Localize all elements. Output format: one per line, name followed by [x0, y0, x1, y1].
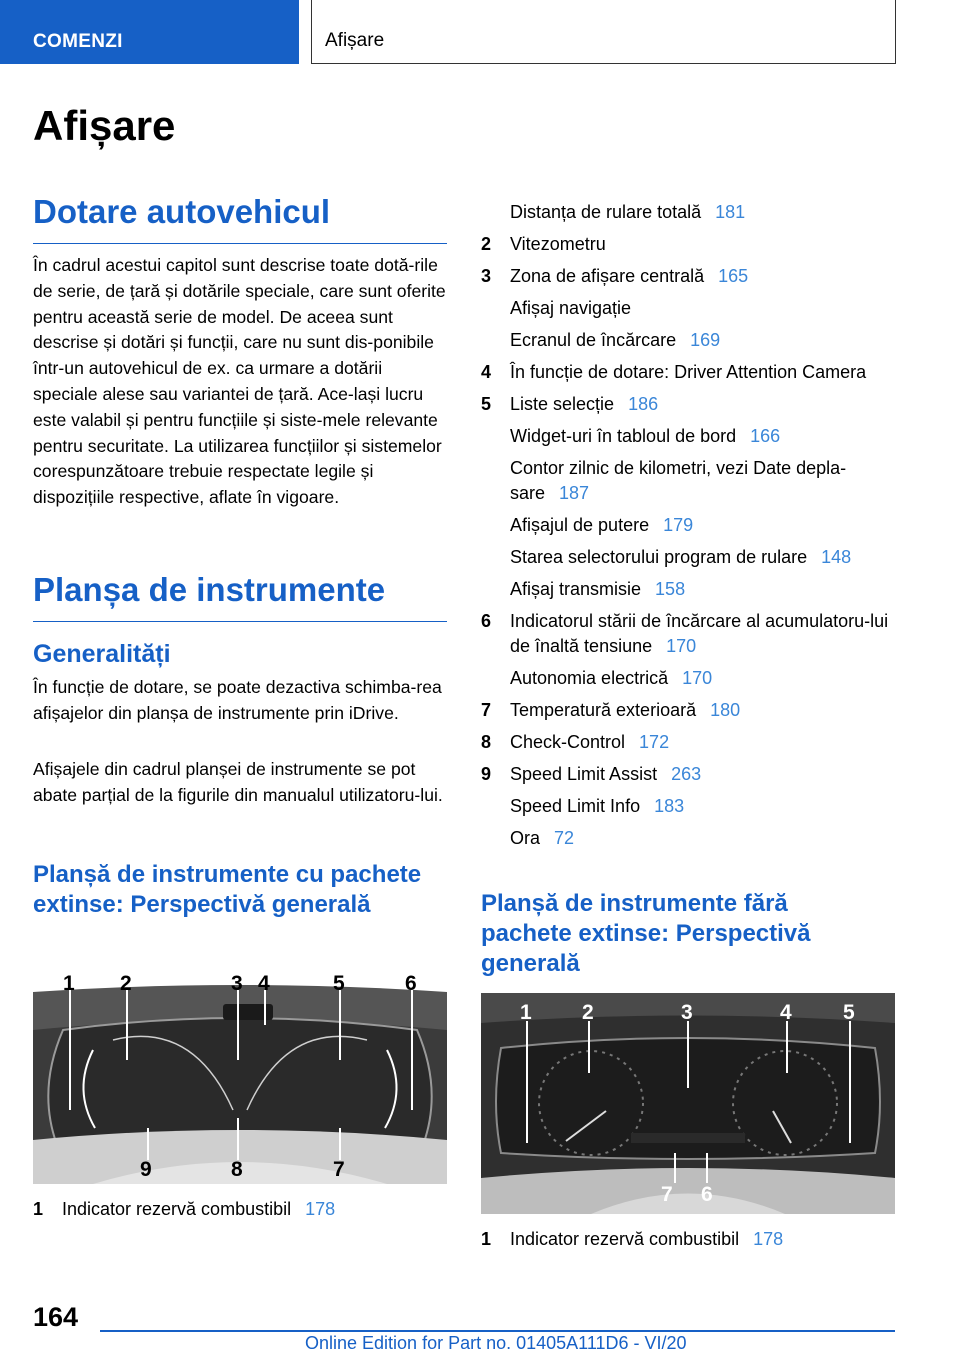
legend-item: 4 În funcție de dotare: Driver Attention Camera [481, 362, 867, 382]
legend-item: 7 Temperatură exterioară 180 [481, 700, 741, 720]
page-ref-link[interactable]: 170 [682, 668, 713, 688]
legend-item: 3 Zona de afișare centrală 165 [481, 266, 749, 286]
legend-item: Afișajul de putere 179 [510, 515, 694, 535]
page-ref-link[interactable]: 178 [305, 1199, 336, 1219]
page-ref-link[interactable]: 263 [671, 764, 702, 784]
page-ref-link[interactable]: 165 [718, 266, 749, 286]
page-ref-link[interactable]: 148 [821, 547, 852, 567]
legend-item: Distanța de rulare totală 181 [510, 202, 746, 222]
breadcrumb: Afișare [311, 0, 896, 64]
page-ref-link[interactable]: 178 [753, 1229, 784, 1249]
legend-item: 5 Liste selecție 186 [481, 394, 659, 414]
callout-3: 3 [681, 1001, 693, 1024]
legend-item: 2 Vitezometru [481, 234, 606, 254]
instrument-cluster-figure-extended [33, 970, 447, 1184]
callout-2: 2 [120, 972, 132, 995]
heading-generalitati: Generalități [33, 640, 171, 668]
footer-edition: Online Edition for Part no. 01405A111D6 - VI/20 [305, 1333, 687, 1353]
legend-item: Ora 72 [510, 828, 575, 848]
legend-item: Widget-uri în tabloul de bord 166 [510, 426, 781, 446]
footer-divider [100, 1330, 895, 1332]
page-ref-link[interactable]: 187 [559, 483, 590, 503]
legend-item-left-1: 1 Indicator rezervă combustibil 178 [33, 1199, 336, 1219]
page-ref-link[interactable]: 170 [666, 636, 697, 656]
section-tab[interactable]: COMENZI [0, 0, 299, 64]
legend-item: Afișaj transmisie 158 [510, 579, 686, 599]
generalitati-paragraph-1: În funcție de dotare, se poate dezactiva schimba-rea afișajelor din planșa de instrumente prin iDrive. [33, 677, 442, 723]
page-number: 164 [33, 1302, 79, 1332]
heading-dotare: Dotare autovehicul [33, 193, 447, 244]
callout-5: 5 [843, 1001, 855, 1024]
callout-6: 6 [701, 1183, 713, 1206]
page-ref-link[interactable]: 181 [715, 202, 746, 222]
dotare-paragraph: În cadrul acestui capitol sunt descrise toate dotă-rile de serie, de țară și dotările speciale, care sunt oferite pentru această serie de model. De aceea sunt descrise și dotări și funcții, care nu sunt dis-ponibile într-un autovehicul de ex. ca urmare a dotării speciale alese sau variantei de țară. Ace-lași lucru este valabil și pentru funcțiile și siste-mele relevante pentru securitate. La utilizarea funcțiilor și sistemelor corespunzătoare trebuie respectate legile și dispozițiile respective, aflate în vigoare. [33, 255, 446, 508]
callout-2: 2 [582, 1001, 594, 1024]
legend-item: Speed Limit Info 183 [510, 796, 685, 816]
page-ref-link[interactable]: 172 [639, 732, 670, 752]
page-title: Afișare [33, 102, 176, 149]
callout-9: 9 [140, 1158, 152, 1181]
page-ref-link[interactable]: 158 [655, 579, 686, 599]
legend-item: Afișaj navigație [510, 298, 632, 318]
callout-4: 4 [780, 1001, 792, 1024]
legend-item: Autonomia electrică 170 [510, 668, 713, 688]
legend-item: 6 Indicatorul stării de încărcare al acumulatoru-lui de înaltă tensiune 170 [481, 611, 889, 656]
callout-1: 1 [63, 972, 75, 995]
generalitati-paragraph-2: Afișajele din cadrul planșei de instrumente se pot abate parțial de la figurile din manualul utilizatoru-lui. [33, 759, 443, 805]
page-ref-link[interactable]: 169 [690, 330, 721, 350]
legend-item: Starea selectorului program de rulare 148 [510, 547, 852, 567]
page-ref-link[interactable]: 179 [663, 515, 694, 535]
page-ref-link[interactable]: 183 [654, 796, 685, 816]
page-ref-link[interactable]: 180 [710, 700, 741, 720]
heading-plansa: Planșa de instrumente [33, 571, 447, 622]
instrument-cluster-figure-basic [481, 993, 895, 1214]
callout-4: 4 [258, 972, 270, 995]
callout-6: 6 [405, 972, 417, 995]
page-ref-link[interactable]: 72 [554, 828, 575, 848]
legend-item: 9 Speed Limit Assist 263 [481, 764, 702, 784]
callout-1: 1 [520, 1001, 532, 1024]
page-ref-link[interactable]: 186 [628, 394, 659, 414]
callout-3: 3 [231, 972, 243, 995]
callout-7: 7 [333, 1158, 345, 1181]
callout-7: 7 [661, 1183, 673, 1206]
heading-right-figure: Planșă de instrumente fără pachete extinse: Perspectivă generală [481, 890, 811, 977]
legend-item: Contor zilnic de kilometri, vezi Date depla-sare 187 [510, 458, 847, 503]
page-ref-link[interactable]: 166 [750, 426, 781, 446]
callout-5: 5 [333, 972, 345, 995]
legend-item-right-1: 1 Indicator rezervă combustibil 178 [481, 1229, 784, 1249]
legend-item: 8 Check-Control 172 [481, 732, 670, 752]
heading-left-figure: Planșă de instrumente cu pachete extinse: Perspectivă generală [33, 861, 422, 918]
callout-8: 8 [231, 1158, 243, 1181]
legend-item: Ecranul de încărcare 169 [510, 330, 721, 350]
